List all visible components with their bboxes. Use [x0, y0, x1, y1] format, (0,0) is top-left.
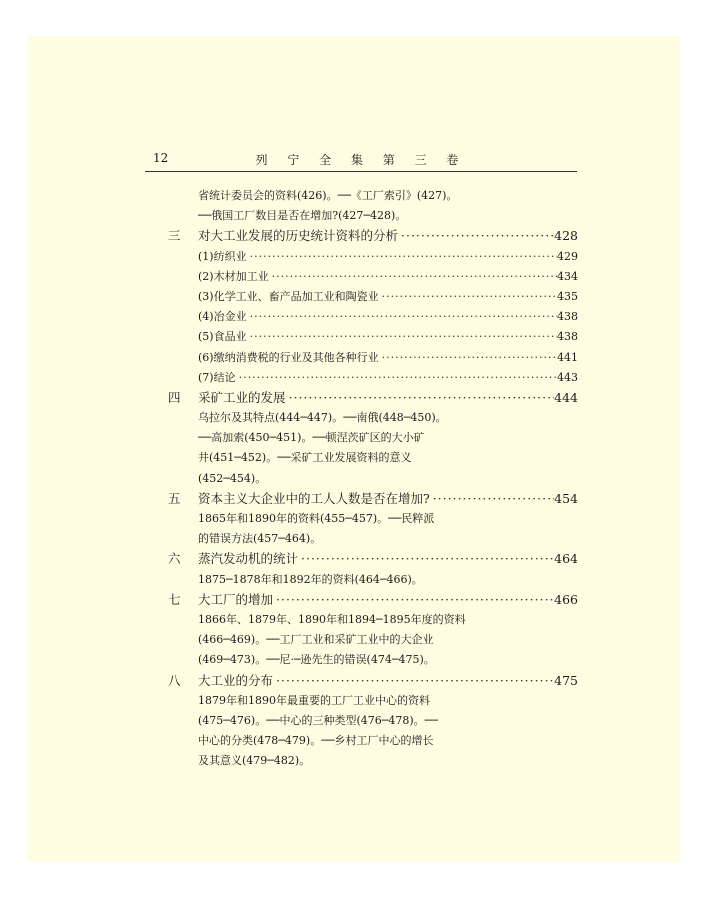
toc-note-line	[168, 206, 578, 226]
toc-line-content	[198, 650, 435, 670]
dot-leader	[247, 247, 557, 267]
toc-chapter	[168, 549, 578, 569]
toc-note-line	[168, 509, 578, 529]
toc-note-text: 及其意义(479─482)。	[198, 754, 311, 768]
toc-note-line	[168, 570, 578, 590]
toc-line-content	[198, 731, 433, 751]
toc-page-number: 441	[557, 350, 578, 364]
toc-page-number: 464	[554, 551, 578, 567]
dot-leader	[236, 368, 557, 388]
toc-line-content	[198, 549, 578, 569]
toc-page-number: 475	[554, 672, 578, 688]
toc-subsection	[168, 287, 578, 307]
toc-entry-title: 资本主义大企业中的工人人数是否在增加?	[198, 490, 430, 506]
toc-line-content	[198, 671, 578, 691]
toc-chapter	[168, 671, 578, 691]
toc-entry-title: 大工厂的增加	[198, 591, 274, 607]
toc-line-content	[198, 226, 578, 246]
toc-entry-title: 采矿工业的发展	[198, 389, 286, 405]
toc-note-line	[168, 650, 578, 670]
page-number: 12	[153, 151, 169, 165]
toc-page-number: 454	[554, 490, 578, 506]
toc-line-content	[198, 388, 578, 408]
toc-entry-title: 蒸汽发动机的统计	[198, 551, 299, 567]
toc-note-line	[168, 751, 578, 771]
toc-line-content	[198, 287, 578, 307]
toc-subsection	[168, 267, 578, 287]
toc-subsection	[168, 368, 578, 388]
dot-leader	[273, 671, 554, 691]
toc-page-number: 434	[557, 269, 578, 283]
table-of-contents	[168, 186, 578, 771]
dot-leader	[398, 226, 554, 246]
toc-entry-title: (4)冶金业	[198, 310, 247, 324]
dot-leader	[247, 327, 557, 347]
toc-note-line	[168, 529, 578, 549]
toc-page-number: 466	[554, 591, 578, 607]
toc-entry-title: (6)缴纳消费税的行业及其他各种行业	[198, 350, 379, 364]
toc-chapter-number: 五	[168, 490, 181, 506]
toc-subsection	[168, 348, 578, 368]
toc-page-number: 438	[557, 310, 578, 324]
toc-line-content	[198, 186, 457, 206]
toc-line-content	[198, 368, 578, 388]
running-title: 列 宁 全 集 第 三 卷	[255, 153, 467, 167]
toc-entry-title: (7)结论	[198, 370, 236, 384]
toc-subsection	[168, 247, 578, 267]
toc-page-number: 428	[554, 228, 578, 244]
toc-entry-title: (2)木材加工业	[198, 269, 269, 283]
toc-line-content	[198, 711, 438, 731]
toc-note-line	[168, 731, 578, 751]
toc-chapter	[168, 590, 578, 610]
toc-note-line	[168, 186, 578, 206]
toc-note-text: 1866年、1879年、1890年和1894─1895年度的资料	[198, 612, 466, 626]
toc-line-content	[198, 206, 406, 226]
dot-leader	[379, 287, 557, 307]
toc-chapter	[168, 489, 578, 509]
toc-chapter-number: 四	[168, 389, 181, 405]
toc-line-content	[198, 428, 425, 448]
toc-line-content	[198, 590, 578, 610]
toc-chapter-number: 八	[168, 672, 181, 688]
toc-line-content	[198, 570, 423, 590]
toc-page-number: 429	[557, 249, 578, 263]
toc-line-content	[198, 307, 578, 327]
toc-note-text: ──高加索(450─451)。──顿涅茨矿区的大小矿	[198, 431, 425, 445]
dot-leader	[247, 307, 557, 327]
toc-line-content	[198, 751, 310, 771]
toc-subsection	[168, 307, 578, 327]
dot-leader	[379, 348, 557, 368]
toc-line-content	[198, 529, 321, 549]
toc-line-content	[198, 691, 430, 711]
dot-leader	[273, 590, 554, 610]
toc-subsection	[168, 327, 578, 347]
toc-note-text: (466─469)。──工厂工业和采矿工业中的大企业	[198, 633, 434, 647]
toc-note-text: 1879年和1890年最重要的工厂工业中心的资料	[198, 693, 430, 707]
toc-note-text: ──俄国工厂数目是否在增加?(427─428)。	[198, 209, 407, 223]
toc-entry-title: (3)化学工业、畜产品加工业和陶瓷业	[198, 289, 379, 303]
toc-note-line	[168, 428, 578, 448]
toc-chapter	[168, 226, 578, 246]
toc-note-line	[168, 610, 578, 630]
toc-note-line	[168, 630, 578, 650]
toc-note-text: (469─473)。──尼·─逊先生的错误(474─475)。	[198, 653, 435, 667]
toc-entry-title: 对大工业发展的历史统计资料的分析	[198, 228, 399, 244]
toc-chapter	[168, 388, 578, 408]
page-header	[145, 151, 577, 172]
toc-note-line	[168, 448, 578, 468]
toc-line-content	[198, 267, 578, 287]
toc-chapter-number: 三	[168, 228, 181, 244]
toc-line-content	[198, 408, 447, 428]
dot-leader	[298, 549, 554, 569]
toc-line-content	[198, 247, 578, 267]
toc-note-text: 1875─1878年和1892年的资料(464─466)。	[198, 572, 423, 586]
toc-note-text: (452─454)。	[198, 471, 267, 485]
toc-note-text: 乌拉尔及其特点(444─447)。──南俄(448─450)。	[198, 411, 447, 425]
toc-note-line	[168, 408, 578, 428]
toc-chapter-number: 六	[168, 551, 181, 567]
toc-note-text: 中心的分类(478─479)。──乡村工厂中心的增长	[198, 734, 434, 748]
toc-note-text: 1865年和1890年的资料(455─457)。──民粹派	[198, 512, 435, 525]
toc-page-number: 438	[557, 330, 578, 344]
toc-chapter-number: 七	[168, 591, 181, 607]
toc-note-text: 井(451─452)。──采矿工业发展资料的意义	[198, 451, 412, 465]
toc-entry-title: (1)纺织业	[198, 249, 247, 263]
toc-line-content	[198, 348, 578, 368]
dot-leader	[430, 489, 554, 509]
toc-line-content	[198, 610, 466, 630]
toc-entry-title: (5)食品业	[198, 330, 247, 344]
toc-entry-title: 大工业的分布	[198, 672, 274, 688]
toc-page-number: 435	[557, 289, 578, 303]
dot-leader	[286, 388, 555, 408]
toc-note-line	[168, 469, 578, 489]
toc-line-content	[198, 469, 266, 489]
toc-note-text: (475─476)。──中心的三种类型(476─478)。──	[198, 713, 438, 727]
toc-line-content	[198, 448, 411, 468]
toc-note-text: 的错误方法(457─464)。	[198, 532, 322, 546]
toc-page-number: 443	[557, 370, 578, 384]
toc-note-line	[168, 711, 578, 731]
toc-line-content	[198, 327, 578, 347]
dot-leader	[269, 267, 557, 287]
toc-line-content	[198, 489, 578, 509]
toc-note-text: 省统计委员会的资料(426)。──《工厂索引》(427)。	[198, 189, 458, 202]
toc-note-line	[168, 691, 578, 711]
toc-line-content	[198, 630, 433, 650]
toc-page-number: 444	[554, 389, 578, 405]
toc-line-content	[198, 509, 434, 529]
